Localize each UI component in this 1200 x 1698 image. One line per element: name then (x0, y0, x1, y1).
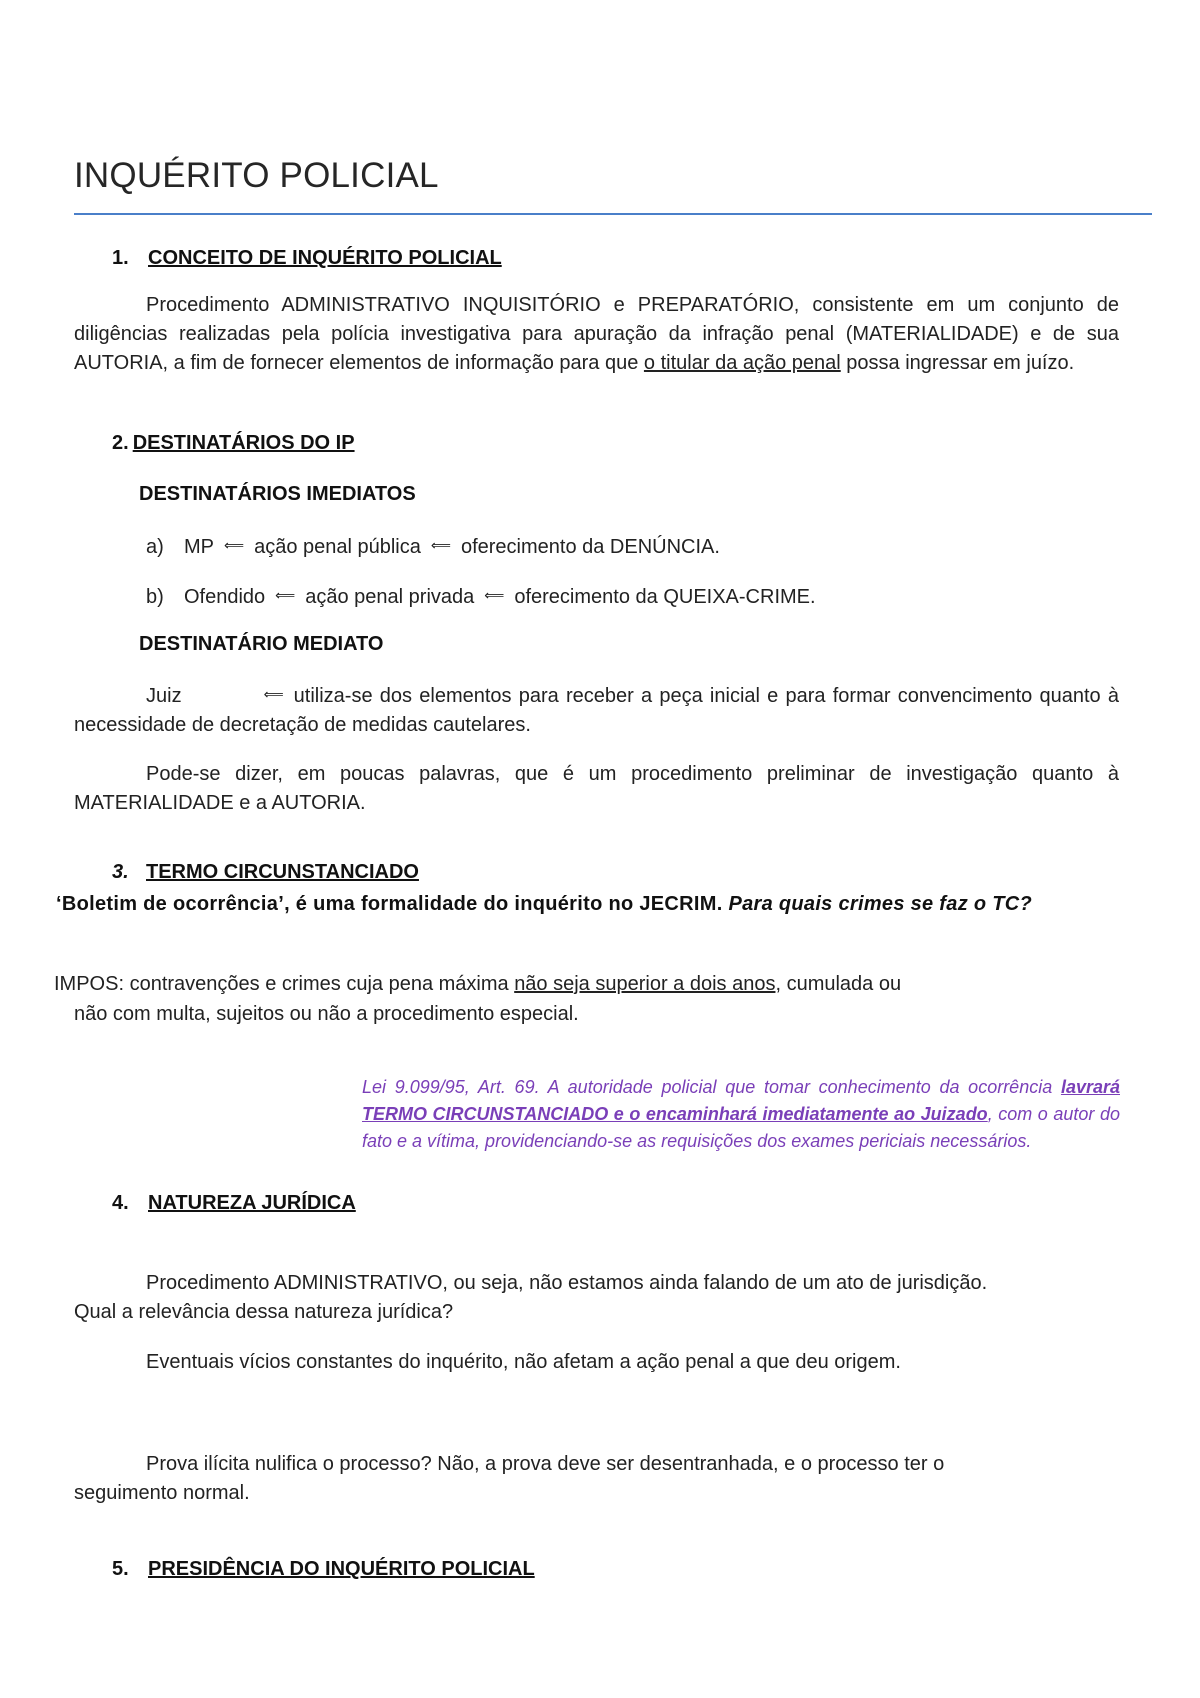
section-number: 3. (112, 861, 129, 883)
natureza-line-2: Qual a relevância dessa natureza jurídica? (74, 1301, 454, 1323)
summary-paragraph: Pode-se dizer, em poucas palavras, que é um procedimento preliminar de investigação quanto à MATERIALIDADE e a AUTORIA. (74, 763, 1119, 814)
quote-emphasis: lavrará TERMO CIRCUNSTANCIADO e o encaminhará imediatamente ao Juizado (362, 1077, 1120, 1124)
law-quote (362, 1074, 1120, 1155)
natureza-line-1: Procedimento ADMINISTRATIVO, ou seja, não estamos ainda falando de um ato de jurisdição. (146, 1272, 988, 1294)
imediatos-label: DESTINATÁRIOS IMEDIATOS (139, 483, 416, 505)
section-title: CONCEITO DE INQUÉRITO POLICIAL (148, 247, 502, 269)
section-title: PRESIDÊNCIA DO INQUÉRITO POLICIAL (148, 1558, 535, 1580)
arrow-left-icon: ⟸ (484, 587, 505, 603)
paragraph-text: utiliza-se dos elementos para receber a peça inicial e para formar convencimento quanto à necessidade de decretação de medidas cautelares. (74, 685, 1119, 736)
list-text: ação penal pública (254, 536, 421, 558)
list-item-b (146, 581, 816, 612)
list-text: Ofendido (184, 586, 266, 608)
list-item-a (146, 531, 720, 562)
impos-text: , cumulada ou (775, 973, 902, 995)
section-5-heading (112, 1558, 535, 1581)
paragraph-text: Procedimento ADMINISTRATIVO INQUISITÓRIO e PREPARATÓRIO, consistente em um conjunto de diligências realizadas pela polícia investigativa para apuração da infração penal (MATERIALIDADE) e de sua AUTORIA, a fim de fornecer elementos de informação para que (74, 294, 1119, 374)
section-title: TERMO CIRCUNSTANCIADO (146, 861, 419, 883)
impos-line-2: não com multa, sujeitos ou não a procedimento especial. (74, 1003, 579, 1025)
arrow-left-icon: ⟸ (263, 686, 284, 702)
impos-text: IMPOS: contravenções e crimes cuja pena máxima (54, 973, 515, 995)
underlined-text: não seja superior a dois anos (514, 973, 776, 995)
list-text: oferecimento da QUEIXA-CRIME. (514, 586, 816, 608)
boletim-text: ‘Boletim de ocorrência’, é uma formalidade do inquérito no JECRIM. (56, 893, 729, 915)
list-text: MP (184, 536, 214, 558)
juiz-paragraph (74, 680, 1119, 740)
list-marker: b) (146, 586, 164, 608)
vicios-paragraph: Eventuais vícios constantes do inquérito, não afetam a ação penal a que deu origem. (146, 1351, 901, 1373)
list-text: ação penal privada (305, 586, 475, 608)
section-number: 2. (112, 432, 129, 454)
impos-line-1 (54, 970, 901, 999)
boletim-question: Para quais crimes se faz o TC? (728, 893, 1032, 915)
quote-text: , com o autor do fato e a vítima, providenciando-se as requisições dos exames periciais necessários. (362, 1104, 1120, 1151)
section-number: 4. (112, 1192, 129, 1214)
mediato-label: DESTINATÁRIO MEDIATO (139, 633, 384, 655)
section-number: 1. (112, 247, 129, 269)
section-1-heading (112, 247, 502, 270)
prova-line-2: seguimento normal. (74, 1482, 250, 1504)
quote-text: Lei 9.099/95, Art. 69. A autoridade policial que tomar conhecimento da ocorrência (362, 1077, 1061, 1097)
arrow-left-icon: ⟸ (430, 537, 451, 553)
section-number: 5. (112, 1558, 129, 1580)
paragraph-text: possa ingressar em juízo. (840, 352, 1075, 374)
section-title: NATUREZA JURÍDICA (148, 1192, 356, 1214)
arrow-left-icon: ⟸ (275, 587, 296, 603)
paragraph-text: Juiz (146, 685, 182, 707)
title-divider (74, 213, 1152, 215)
prova-line-1: Prova ilícita nulifica o processo? Não, a prova deve ser desentranhada, e o processo ter o (146, 1453, 945, 1475)
section-title: DESTINATÁRIOS DO IP (132, 432, 355, 454)
underlined-text: o titular da ação penal (643, 352, 841, 374)
list-marker: a) (146, 536, 164, 558)
list-text: oferecimento da DENÚNCIA. (460, 536, 720, 558)
section-2-heading (112, 432, 355, 455)
boletim-line (56, 893, 1032, 916)
document-title: INQUÉRITO POLICIAL (74, 156, 439, 195)
section-1-paragraph (74, 291, 1119, 378)
section-3-heading (112, 861, 419, 884)
arrow-left-icon: ⟸ (224, 537, 245, 553)
section-4-heading (112, 1192, 356, 1215)
